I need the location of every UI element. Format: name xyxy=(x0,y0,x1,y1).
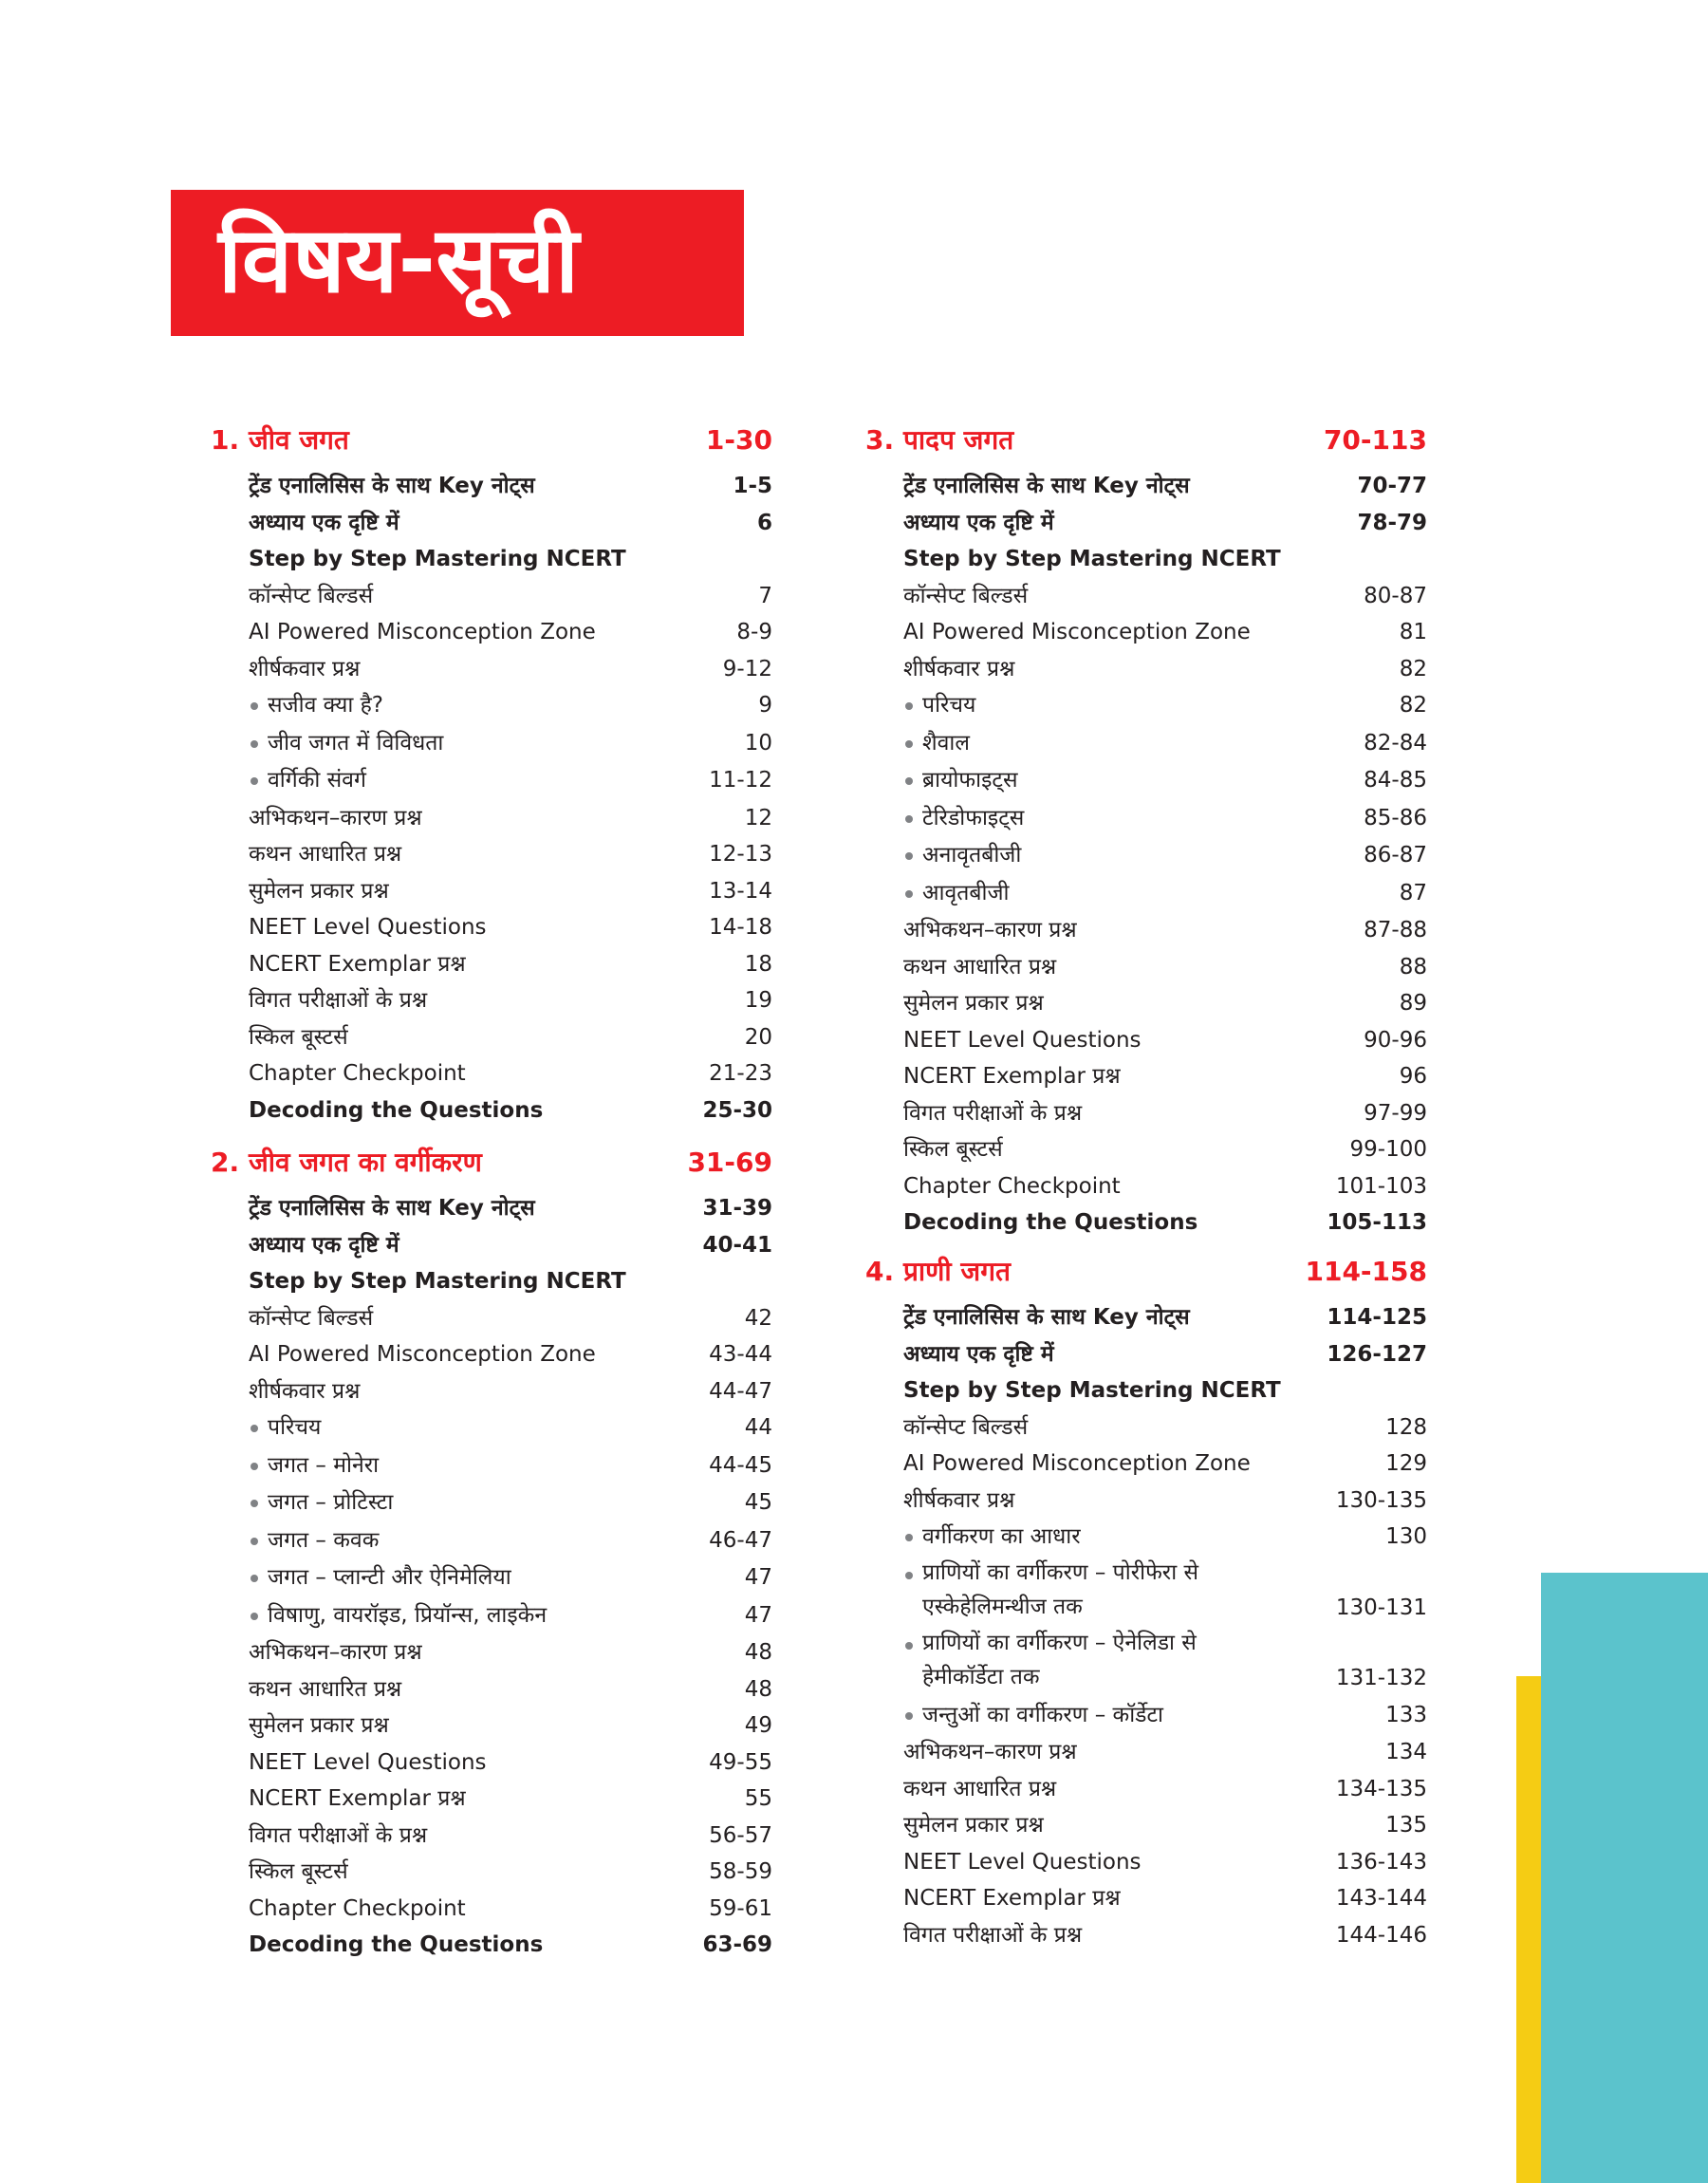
chapter-title: जीव जगत xyxy=(249,424,349,456)
entry-label: शीर्षकवार प्रश्न xyxy=(249,1378,361,1404)
entry-page-number: 48 xyxy=(744,1640,772,1665)
toc-subentry[interactable] xyxy=(249,1596,772,1634)
entry-page-number: 45 xyxy=(744,1490,772,1515)
entry-label: अध्याय एक दृष्टि में xyxy=(903,1341,1054,1367)
toc-entry[interactable] xyxy=(249,908,772,946)
entry-page-number: 128 xyxy=(1385,1414,1427,1440)
entry-page-number: 31-39 xyxy=(702,1196,772,1221)
toc-entry[interactable] xyxy=(903,504,1427,542)
toc-entry[interactable] xyxy=(249,467,772,505)
entry-label: Step by Step Mastering NCERT xyxy=(249,1269,626,1294)
entry-page-number: 44-45 xyxy=(709,1452,772,1478)
toc-entry[interactable] xyxy=(903,1167,1427,1205)
entry-page-number: 86-87 xyxy=(1364,843,1427,868)
entry-label: कॉन्सेप्ट बिल्डर्स xyxy=(249,1305,374,1331)
entry-label: NEET Level Questions xyxy=(903,1849,1142,1875)
entry-page-number: 130 xyxy=(1385,1524,1427,1549)
entry-label: अध्याय एक दृष्टि में xyxy=(249,510,399,535)
entry-label: कॉन्सेप्ट बिल्डर्स xyxy=(903,583,1029,608)
chapter-heading[interactable] xyxy=(211,1144,772,1182)
entry-label-line1: प्राणियों का वर्गीकरण – ऐनेलिडा से xyxy=(922,1630,1197,1655)
entry-label: जीव जगत में विविधता xyxy=(268,730,444,756)
chapter-page-range: 114-158 xyxy=(1305,1256,1427,1287)
entry-label: अभिकथन–कारण प्रश्न xyxy=(249,805,422,830)
toc-entry[interactable] xyxy=(249,1226,772,1264)
toc-entry[interactable] xyxy=(249,835,772,873)
bullet-icon xyxy=(905,1712,913,1720)
entry-page-number: 49 xyxy=(744,1713,772,1738)
toc-entry[interactable] xyxy=(903,1770,1427,1808)
entry-page-number: 6 xyxy=(756,510,772,535)
entry-label: जगत – कवक xyxy=(268,1527,380,1553)
toc-entry[interactable] xyxy=(903,1203,1427,1241)
entry-label: ट्रेंड एनालिसिस के साथ Key नोट्स xyxy=(249,1196,535,1221)
toc-subentry[interactable] xyxy=(903,686,1427,724)
entry-page-number: 59-61 xyxy=(709,1895,772,1921)
bullet-icon xyxy=(905,852,913,860)
entry-page-number: 70-77 xyxy=(1357,474,1427,498)
entry-page-number: 47 xyxy=(744,1602,772,1628)
toc-entry[interactable] xyxy=(903,948,1427,986)
entry-page-number: 89 xyxy=(1399,991,1427,1016)
entry-label: AI Powered Misconception Zone xyxy=(903,620,1251,644)
entry-page-number: 135 xyxy=(1385,1813,1427,1838)
entry-label: Step by Step Mastering NCERT xyxy=(249,547,626,571)
toc-entry[interactable] xyxy=(903,467,1427,505)
entry-label: ट्रेंड एनालिसिस के साथ Key नोट्स xyxy=(903,474,1190,498)
entry-label: ट्रेंड एनालिसिस के साथ Key नोट्स xyxy=(903,1305,1190,1330)
toc-subentry[interactable] xyxy=(903,1696,1427,1734)
bullet-icon xyxy=(905,890,913,898)
chapter-number: 3. xyxy=(865,424,895,456)
entry-label: टेरिडोफाइट्स xyxy=(922,805,1025,830)
entry-page-number: 1-5 xyxy=(733,474,772,498)
entry-page-number: 10 xyxy=(744,730,772,756)
chapter-number: 1. xyxy=(211,424,240,456)
entry-page-number: 44-47 xyxy=(709,1378,772,1404)
toc-entry[interactable] xyxy=(249,577,772,615)
toc-entry[interactable] xyxy=(249,504,772,542)
toc-entry[interactable] xyxy=(249,1744,772,1782)
entry-page-number: 7 xyxy=(758,583,772,608)
entry-page-number: 126-127 xyxy=(1327,1341,1427,1367)
entry-page-number: 134-135 xyxy=(1335,1776,1427,1801)
chapter-heading[interactable] xyxy=(865,421,1427,459)
entry-page-number: 9-12 xyxy=(722,656,772,681)
title-banner xyxy=(171,190,744,336)
entry-label: सुमेलन प्रकार प्रश्न xyxy=(903,991,1044,1016)
toc-subentry[interactable] xyxy=(249,1446,772,1484)
toc-subentry[interactable] xyxy=(903,1626,1427,1696)
entry-label: सुमेलन प्रकार प्रश्न xyxy=(249,1713,389,1738)
entry-page-number: 42 xyxy=(744,1305,772,1331)
entry-page-number: 130-135 xyxy=(1335,1487,1427,1513)
toc-entry[interactable] xyxy=(903,1094,1427,1132)
entry-page-number: 56-57 xyxy=(709,1822,772,1848)
entry-label: कथन आधारित प्रश्न xyxy=(903,1776,1057,1801)
toc-subentry[interactable] xyxy=(903,1518,1427,1556)
toc-entry[interactable] xyxy=(249,1092,772,1129)
entry-label: Chapter Checkpoint xyxy=(903,1173,1121,1199)
toc-entry[interactable] xyxy=(249,981,772,1019)
entry-page-number: 129 xyxy=(1385,1451,1427,1476)
toc-entry[interactable] xyxy=(249,1926,772,1964)
entry-label: NCERT Exemplar प्रश्न xyxy=(903,1886,1121,1911)
entry-label: सजीव क्या है? xyxy=(268,693,384,718)
chapter-title: जीव जगत का वर्गीकरण xyxy=(249,1147,482,1178)
toc-entry[interactable] xyxy=(249,1018,772,1056)
toc-entry[interactable] xyxy=(249,540,772,578)
entry-label: अभिकथन–कारण प्रश्न xyxy=(903,918,1077,942)
entry-label: कथन आधारित प्रश्न xyxy=(903,954,1057,980)
entry-label: परिचय xyxy=(268,1415,322,1440)
bullet-icon xyxy=(905,1572,913,1579)
bullet-icon xyxy=(251,740,258,748)
entry-page-number: 136-143 xyxy=(1335,1849,1427,1875)
entry-page-number: 19 xyxy=(744,988,772,1013)
entry-page-number: 88 xyxy=(1399,954,1427,980)
entry-page-number: 87 xyxy=(1399,880,1427,905)
chapter-heading[interactable] xyxy=(211,421,772,459)
toc-entry[interactable] xyxy=(249,1299,772,1337)
entry-page-number: 48 xyxy=(744,1676,772,1702)
toc-entry[interactable] xyxy=(903,984,1427,1022)
entry-label: Decoding the Questions xyxy=(249,1932,544,1957)
toc-entry[interactable] xyxy=(249,1372,772,1410)
entry-page-number: 40-41 xyxy=(702,1232,772,1258)
entry-page-number: 12-13 xyxy=(709,842,772,867)
toc-entry[interactable] xyxy=(249,1707,772,1745)
toc-entry[interactable] xyxy=(903,1843,1427,1881)
toc-subentry[interactable] xyxy=(903,724,1427,762)
bullet-icon xyxy=(251,777,258,785)
entry-page-number: 144-146 xyxy=(1335,1922,1427,1948)
toc-subentry[interactable] xyxy=(903,761,1427,799)
entry-page-number: 8-9 xyxy=(736,620,772,644)
toc-entry[interactable] xyxy=(903,911,1427,949)
chapter-title: पादप जगत xyxy=(903,424,1014,456)
entry-label-line2: एस्केहेलिमन्थीज तक xyxy=(922,1594,1083,1619)
toc-entry[interactable] xyxy=(903,650,1427,688)
entry-page-number: 82-84 xyxy=(1364,730,1427,756)
entry-label: NEET Level Questions xyxy=(249,1749,487,1775)
entry-page-number: 80-87 xyxy=(1364,583,1427,608)
bullet-icon xyxy=(251,1425,258,1432)
toc-entry[interactable] xyxy=(249,1670,772,1708)
toc-entry[interactable] xyxy=(249,650,772,688)
entry-label: सुमेलन प्रकार प्रश्न xyxy=(903,1813,1044,1838)
entry-page-number: 9 xyxy=(758,693,772,718)
toc-subentry[interactable] xyxy=(903,1556,1427,1626)
entry-label: शीर्षकवार प्रश्न xyxy=(903,656,1015,681)
toc-entry[interactable] xyxy=(903,1879,1427,1917)
entry-label: आवृतबीजी xyxy=(922,880,1010,905)
entry-label: AI Powered Misconception Zone xyxy=(249,620,596,644)
bullet-icon xyxy=(905,1642,913,1650)
entry-label xyxy=(922,1626,1197,1694)
toc-entry[interactable] xyxy=(903,1371,1427,1409)
entry-label: स्किल बूस्टर्स xyxy=(903,1137,1003,1162)
entry-page-number: 46-47 xyxy=(709,1527,772,1553)
toc-entry[interactable] xyxy=(249,1189,772,1227)
decorative-cyan-block xyxy=(1541,1573,1708,2183)
toc-subentry[interactable] xyxy=(249,686,772,724)
entry-label: Step by Step Mastering NCERT xyxy=(903,1378,1281,1403)
entry-label: AI Powered Misconception Zone xyxy=(249,1342,596,1367)
chapter-number: 2. xyxy=(211,1147,240,1178)
toc-entry[interactable] xyxy=(249,1262,772,1300)
page-title: विषय-सूची xyxy=(218,207,579,313)
toc-subentry[interactable] xyxy=(249,1521,772,1559)
toc-entry[interactable] xyxy=(903,1409,1427,1446)
entry-label: कथन आधारित प्रश्न xyxy=(249,842,402,867)
toc-entry[interactable] xyxy=(249,613,772,651)
toc-entry[interactable] xyxy=(249,1633,772,1671)
chapter-page-range: 31-69 xyxy=(687,1147,772,1178)
toc-entry[interactable] xyxy=(903,1916,1427,1954)
toc-entry[interactable] xyxy=(903,1057,1427,1095)
toc-entry[interactable] xyxy=(903,540,1427,578)
entry-page-number: 133 xyxy=(1385,1702,1427,1727)
chapter-page-range: 70-113 xyxy=(1323,424,1427,456)
entry-page-number: 87-88 xyxy=(1364,918,1427,942)
toc-entry[interactable] xyxy=(249,1780,772,1818)
entry-label: अभिकथन–कारण प्रश्न xyxy=(249,1640,422,1665)
bullet-icon xyxy=(251,1538,258,1545)
entry-page-number: 49-55 xyxy=(709,1749,772,1775)
toc-entry[interactable] xyxy=(249,1054,772,1092)
entry-label: विषाणु, वायरॉइड, प्रियॉन्स, लाइकेन xyxy=(268,1602,548,1628)
entry-label: स्किल बूस्टर्स xyxy=(249,1024,348,1050)
entry-label: कथन आधारित प्रश्न xyxy=(249,1676,402,1702)
entry-label xyxy=(922,1556,1198,1624)
bullet-icon xyxy=(905,702,913,710)
entry-label: अभिकथन–कारण प्रश्न xyxy=(903,1740,1077,1764)
toc-entry[interactable] xyxy=(903,1806,1427,1844)
entry-page-number: 18 xyxy=(744,951,772,977)
bullet-icon xyxy=(905,740,913,748)
bullet-icon xyxy=(905,1534,913,1541)
entry-page-number: 78-79 xyxy=(1357,510,1427,535)
entry-page-number: 85-86 xyxy=(1364,805,1427,830)
entry-page-number: 12 xyxy=(744,805,772,830)
entry-page-number: 97-99 xyxy=(1364,1100,1427,1126)
entry-label-line2: हेमीकॉर्डेटा तक xyxy=(922,1664,1040,1689)
toc-entry[interactable] xyxy=(903,1445,1427,1483)
entry-label: Step by Step Mastering NCERT xyxy=(903,547,1281,571)
entry-label: सुमेलन प्रकार प्रश्न xyxy=(249,878,389,904)
entry-page-number: 21-23 xyxy=(709,1061,772,1086)
entry-label: NCERT Exemplar प्रश्न xyxy=(249,951,466,977)
toc-entry[interactable] xyxy=(249,872,772,910)
toc-entry[interactable] xyxy=(903,1733,1427,1771)
bullet-icon xyxy=(251,1613,258,1620)
entry-page-number: 82 xyxy=(1399,656,1427,681)
entry-label: Chapter Checkpoint xyxy=(249,1895,466,1921)
toc-subentry[interactable] xyxy=(903,799,1427,837)
bullet-icon xyxy=(251,1500,258,1507)
toc-entry[interactable] xyxy=(249,1335,772,1373)
entry-label: ब्रायोफाइट्स xyxy=(922,768,1018,793)
entry-page-number: 101-103 xyxy=(1335,1173,1427,1199)
chapter-number: 4. xyxy=(865,1256,895,1287)
entry-page-number: 81 xyxy=(1399,620,1427,644)
entry-label: ट्रेंड एनालिसिस के साथ Key नोट्स xyxy=(249,474,535,498)
toc-subentry[interactable] xyxy=(249,1558,772,1596)
toc-entry[interactable] xyxy=(903,1021,1427,1059)
toc-subentry[interactable] xyxy=(249,761,772,799)
entry-label-line1: प्राणियों का वर्गीकरण – पोरीफेरा से xyxy=(922,1559,1199,1585)
entry-label: विगत परीक्षाओं के प्रश्न xyxy=(249,988,428,1013)
entry-page-number: 55 xyxy=(744,1786,772,1811)
entry-label: शैवाल xyxy=(922,730,970,756)
entry-label: AI Powered Misconception Zone xyxy=(903,1451,1251,1476)
entry-label: शीर्षकवार प्रश्न xyxy=(903,1487,1015,1513)
entry-page-number: 11-12 xyxy=(709,768,772,793)
entry-label: कॉन्सेप्ट बिल्डर्स xyxy=(249,583,374,608)
bullet-icon xyxy=(251,1575,258,1582)
entry-page-number: 131-132 xyxy=(1335,1665,1427,1690)
entry-label: NCERT Exemplar प्रश्न xyxy=(249,1786,466,1811)
entry-page-number: 63-69 xyxy=(702,1932,772,1957)
toc-entry[interactable] xyxy=(249,1853,772,1891)
entry-page-number: 58-59 xyxy=(709,1859,772,1884)
entry-label: जन्तुओं का वर्गीकरण – कॉर्डेटा xyxy=(922,1702,1164,1727)
toc-subentry[interactable] xyxy=(903,874,1427,912)
entry-label: Decoding the Questions xyxy=(903,1210,1198,1235)
entry-label: NEET Level Questions xyxy=(903,1027,1142,1053)
bullet-icon xyxy=(251,1463,258,1470)
entry-page-number: 14-18 xyxy=(709,915,772,940)
entry-label: जगत – प्रोटिस्टा xyxy=(268,1490,394,1515)
entry-label: जगत – मोनेरा xyxy=(268,1452,380,1478)
entry-label: NCERT Exemplar प्रश्न xyxy=(903,1064,1121,1089)
entry-label: अनावृतबीजी xyxy=(922,843,1022,868)
chapter-heading[interactable] xyxy=(865,1253,1427,1291)
entry-label: परिचय xyxy=(922,693,976,718)
entry-page-number: 43-44 xyxy=(709,1342,772,1367)
toc-subentry[interactable] xyxy=(249,1483,772,1521)
entry-label: वर्गीकरण का आधार xyxy=(922,1524,1081,1549)
entry-page-number: 114-125 xyxy=(1327,1305,1427,1330)
entry-label: विगत परीक्षाओं के प्रश्न xyxy=(903,1100,1083,1126)
entry-page-number: 105-113 xyxy=(1327,1210,1427,1235)
entry-page-number: 143-144 xyxy=(1335,1886,1427,1911)
decorative-yellow-strip xyxy=(1516,1676,1541,2183)
entry-page-number: 134 xyxy=(1385,1740,1427,1764)
entry-page-number: 25-30 xyxy=(702,1097,772,1123)
toc-subentry[interactable] xyxy=(249,1409,772,1446)
entry-label: कॉन्सेप्ट बिल्डर्स xyxy=(903,1414,1029,1440)
entry-label: NEET Level Questions xyxy=(249,915,487,940)
entry-label: Chapter Checkpoint xyxy=(249,1061,466,1086)
bullet-icon xyxy=(905,815,913,823)
toc-entry[interactable] xyxy=(903,577,1427,615)
entry-page-number: 99-100 xyxy=(1349,1137,1427,1162)
toc-entry[interactable] xyxy=(903,1482,1427,1520)
entry-page-number: 96 xyxy=(1399,1064,1427,1089)
toc-entry[interactable] xyxy=(249,799,772,837)
entry-page-number: 47 xyxy=(744,1565,772,1590)
toc-entry[interactable] xyxy=(903,613,1427,651)
entry-page-number: 20 xyxy=(744,1024,772,1050)
entry-label: वर्गिकी संवर्ग xyxy=(268,768,366,793)
entry-label: Decoding the Questions xyxy=(249,1097,544,1123)
entry-page-number: 84-85 xyxy=(1364,768,1427,793)
bullet-icon xyxy=(251,702,258,710)
bullet-icon xyxy=(905,777,913,785)
entry-page-number: 13-14 xyxy=(709,878,772,904)
toc-entry[interactable] xyxy=(249,1817,772,1855)
toc-subentry[interactable] xyxy=(903,836,1427,874)
toc-entry[interactable] xyxy=(249,945,772,983)
toc-entry[interactable] xyxy=(903,1335,1427,1373)
entry-page-number: 44 xyxy=(744,1415,772,1440)
toc-entry[interactable] xyxy=(903,1298,1427,1336)
chapter-title: प्राणी जगत xyxy=(903,1256,1011,1287)
entry-label: स्किल बूस्टर्स xyxy=(249,1859,348,1884)
entry-label: अध्याय एक दृष्टि में xyxy=(903,510,1054,535)
toc-subentry[interactable] xyxy=(249,724,772,762)
entry-page-number: 90-96 xyxy=(1364,1027,1427,1053)
entry-page-number: 82 xyxy=(1399,693,1427,718)
entry-label: जगत – प्लान्टी और ऐनिमेलिया xyxy=(268,1565,511,1590)
entry-page-number: 130-131 xyxy=(1335,1595,1427,1620)
chapter-page-range: 1-30 xyxy=(705,424,772,456)
toc-entry[interactable] xyxy=(249,1890,772,1928)
entry-label: विगत परीक्षाओं के प्रश्न xyxy=(249,1822,428,1848)
entry-label: शीर्षकवार प्रश्न xyxy=(249,656,361,681)
toc-entry[interactable] xyxy=(903,1130,1427,1168)
entry-label: विगत परीक्षाओं के प्रश्न xyxy=(903,1922,1083,1948)
entry-label: अध्याय एक दृष्टि में xyxy=(249,1232,399,1258)
